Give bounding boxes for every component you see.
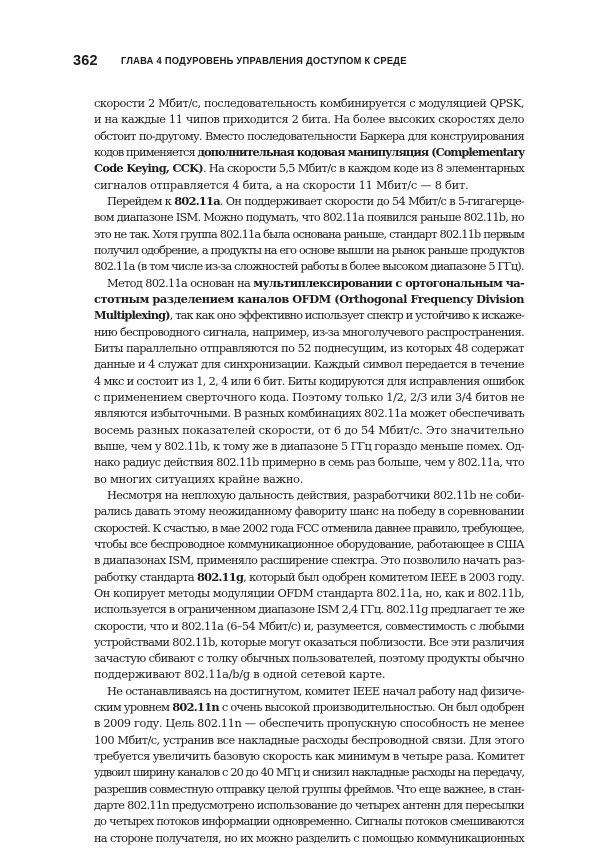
page-header	[73, 53, 533, 73]
text-line	[94, 699, 524, 715]
text-line	[94, 569, 524, 585]
text-run: обстоит по-другому. Вместо последовательности Баркера для конструирования	[94, 128, 524, 143]
text-line	[94, 324, 524, 340]
text-line	[94, 634, 524, 650]
text-run: восемь разных показателей скорости, от 6 до 54 Мбит/с. Это значительно	[94, 422, 524, 437]
text-run: в 2009 году. Цель 802.11n — обеспечить пропускную способность не менее	[94, 716, 524, 731]
text-run: Биты параллельно отправляются по 52 поднесущим, из которых 48 содержат	[94, 340, 524, 355]
bold-term: стотным разделением каналов OFDM (Orthogonal Frequency Division	[94, 291, 525, 306]
text-line	[94, 618, 524, 634]
text-line	[94, 291, 524, 307]
text-line	[94, 209, 524, 225]
text-line	[94, 830, 524, 846]
text-line	[94, 715, 524, 731]
text-line	[94, 650, 524, 666]
text-line	[94, 748, 524, 764]
text-line	[94, 585, 524, 601]
bold-term: дополнительная кодовая манипуляция (Complementary	[197, 144, 524, 159]
text-run: , так как оно эффективно использует спектр и устойчиво к искаже-	[169, 308, 524, 323]
text-run: скорости 2 Мбит/с, последовательность комбинируется с модуляцией QPSK,	[94, 96, 524, 110]
text-run: 802.11a (в том числе из-за сложностей работы в более высоком диапазоне 5 ГГц).	[94, 259, 524, 274]
text-line	[94, 111, 524, 127]
text-run: Несмотря на неплохую дальность действия, разработчики 802.11b не соби-	[107, 487, 524, 502]
text-line	[94, 536, 524, 552]
text-line	[94, 177, 524, 193]
bold-term: Multiplexing)	[94, 308, 170, 323]
text-run: работку стандарта	[94, 569, 198, 584]
bold-term: 802.11a	[174, 193, 220, 208]
text-run: получил одобрение, а продукты на его основе вышли на рынок раньше продуктов	[94, 242, 524, 257]
text-line	[94, 258, 524, 274]
text-run: нию беспроводного сигнала, например, из-за многолучевого распространения.	[94, 324, 524, 339]
text-run: скорости, что и 802.11a (6–54 Мбит/с) и, разумеется, совместимость с любыми	[94, 618, 524, 633]
text-run: сигналов отправляется 4 бита, а на скорости 11 Мбит/с — 8 бит.	[94, 177, 469, 192]
text-run: кодов применяется	[94, 144, 198, 159]
text-line	[94, 683, 524, 699]
text-run: чтобы все беспроводное коммуникационное оборудование, работающее в США	[94, 536, 524, 551]
bold-term: мультиплексировании с ортогональным ча-	[253, 275, 525, 290]
text-line	[94, 275, 524, 291]
text-run: выше, чем у 802.11b, к тому же в диапазоне 5 ГГц гораздо меньше помех. Од-	[94, 438, 524, 453]
text-run: Метод 802.11a основан на	[107, 275, 254, 290]
text-line	[94, 95, 524, 111]
bold-term: 802.11g	[197, 569, 244, 584]
text-line	[94, 307, 524, 323]
text-line	[94, 601, 524, 617]
text-run: с очень высокой производительностью. Он был одобрен	[218, 700, 525, 715]
text-line	[94, 405, 524, 421]
text-run: ским уровнем	[94, 700, 173, 715]
text-run: Не останавливаясь на достигнутом, комитет IEEE начал работу над физиче-	[107, 683, 524, 698]
text-run: данные и 4 служат для синхронизации. Каждый символ передается в течение	[94, 357, 524, 372]
page-number: 362	[73, 53, 98, 69]
text-run: дарте 802.11n предусмотрено использование до четырех антенн для пересылки	[94, 798, 524, 813]
text-line	[94, 552, 524, 568]
text-run: требуется увеличить базовую скорость как минимум в четыре раза. Комитет	[94, 749, 525, 764]
bold-term: Code Keying, CCK)	[94, 161, 203, 176]
text-run: Он копирует методы модуляции OFDM стандарта 802.11a, но, как и 802.11b,	[94, 585, 525, 600]
text-run: в диапазонах ISM, применяло расширение спектра. Это позволило начать раз-	[94, 553, 525, 568]
text-line	[94, 813, 524, 829]
text-line	[94, 781, 524, 797]
text-line	[94, 242, 524, 258]
text-run: используется в ограниченном диапазоне ISM 2,4 ГГц. 802.11g предлагает те же	[94, 602, 525, 617]
text-run: 100 Мбит/с, устранив все накладные расходы беспроводной связи. Для этого	[94, 732, 524, 747]
text-run: 4 мкс и состоит из 1, 2, 4 или 6 бит. Биты кодируются для исправления ошибок	[94, 373, 524, 388]
running-head: ГЛАВА 4 ПОДУРОВЕНЬ УПРАВЛЕНИЯ ДОСТУПОМ К СРЕДЕ	[121, 56, 407, 67]
text-run: на стороне получателя, но их можно разделить с помощью коммуникационных	[94, 830, 524, 845]
text-line	[94, 144, 524, 160]
text-line	[94, 520, 524, 536]
text-run: разрешив совместную отправку целой группы фреймов. Что еще важнее, в стан-	[94, 781, 524, 796]
text-line	[94, 340, 524, 356]
text-run: , который был одобрен комитетом IEEE в 2003 году.	[243, 569, 524, 584]
text-line	[94, 422, 524, 438]
text-run: Перейдем к	[107, 193, 175, 208]
text-line	[94, 764, 524, 780]
bold-term: 802.11n	[172, 700, 219, 715]
text-run: являются избыточными. В разных комбинациях 802.11a может обеспечивать	[94, 406, 525, 421]
text-line	[94, 356, 524, 372]
text-run: нако радиус действия 802.11b примерно в семь раз больше, чем у 802.11a, что	[94, 455, 524, 470]
text-line	[94, 193, 524, 209]
text-run: удвоил ширину каналов с 20 до 40 МГц и снизил накладные расходы на передачу,	[94, 765, 524, 780]
text-run: скоростей. К счастью, в мае 2002 года FCC отменила давнее правило, требующее,	[94, 520, 524, 535]
text-line	[94, 160, 524, 176]
text-run: до четырех потоков информации одновременно. Сигналы потоков смешиваются	[94, 814, 524, 829]
text-run: это не так. Хотя группа 802.11a была основана раньше, стандарт 802.11b первым	[94, 226, 524, 241]
text-line	[94, 373, 524, 389]
text-run: . На скорости 5,5 Мбит/с в каждом коде из 8 элементарных	[202, 161, 524, 176]
text-line	[94, 128, 524, 144]
text-run: во многих ситуациях крайне важно.	[94, 471, 304, 486]
text-line	[94, 438, 524, 454]
text-run: зачастую сбивают с толку обычных пользователей, поэтому продукты обычно	[94, 651, 524, 666]
text-line	[94, 503, 524, 519]
text-line	[94, 471, 524, 487]
body-text	[94, 95, 524, 846]
text-line	[94, 732, 524, 748]
text-run: и на каждые 11 чипов приходится 2 бита. На более высоких скоростях дело	[94, 112, 524, 127]
text-line	[94, 797, 524, 813]
text-line	[94, 226, 524, 242]
text-line	[94, 454, 524, 470]
text-line	[94, 487, 524, 503]
text-run: рались давать этому неожиданному фавориту шанс на победу в соревновании	[94, 504, 524, 519]
text-run: вом диапазоне ISM. Можно подумать, что 802.11a появился раньше 802.11b, но	[94, 210, 524, 225]
text-run: с применением сверточного кода. Поэтому только 1/2, 2/3 или 3/4 битов не	[94, 389, 525, 404]
text-run: поддерживают 802.11a/b/g в одной сетевой карте.	[94, 667, 386, 682]
text-line	[94, 389, 524, 405]
text-line	[94, 666, 524, 682]
text-run: устройствами 802.11b, которые могут оказаться поблизости. Все эти различия	[94, 634, 525, 649]
text-run: . Он поддерживает скорости до 54 Мбит/с в 5-гигагерце-	[219, 193, 524, 208]
